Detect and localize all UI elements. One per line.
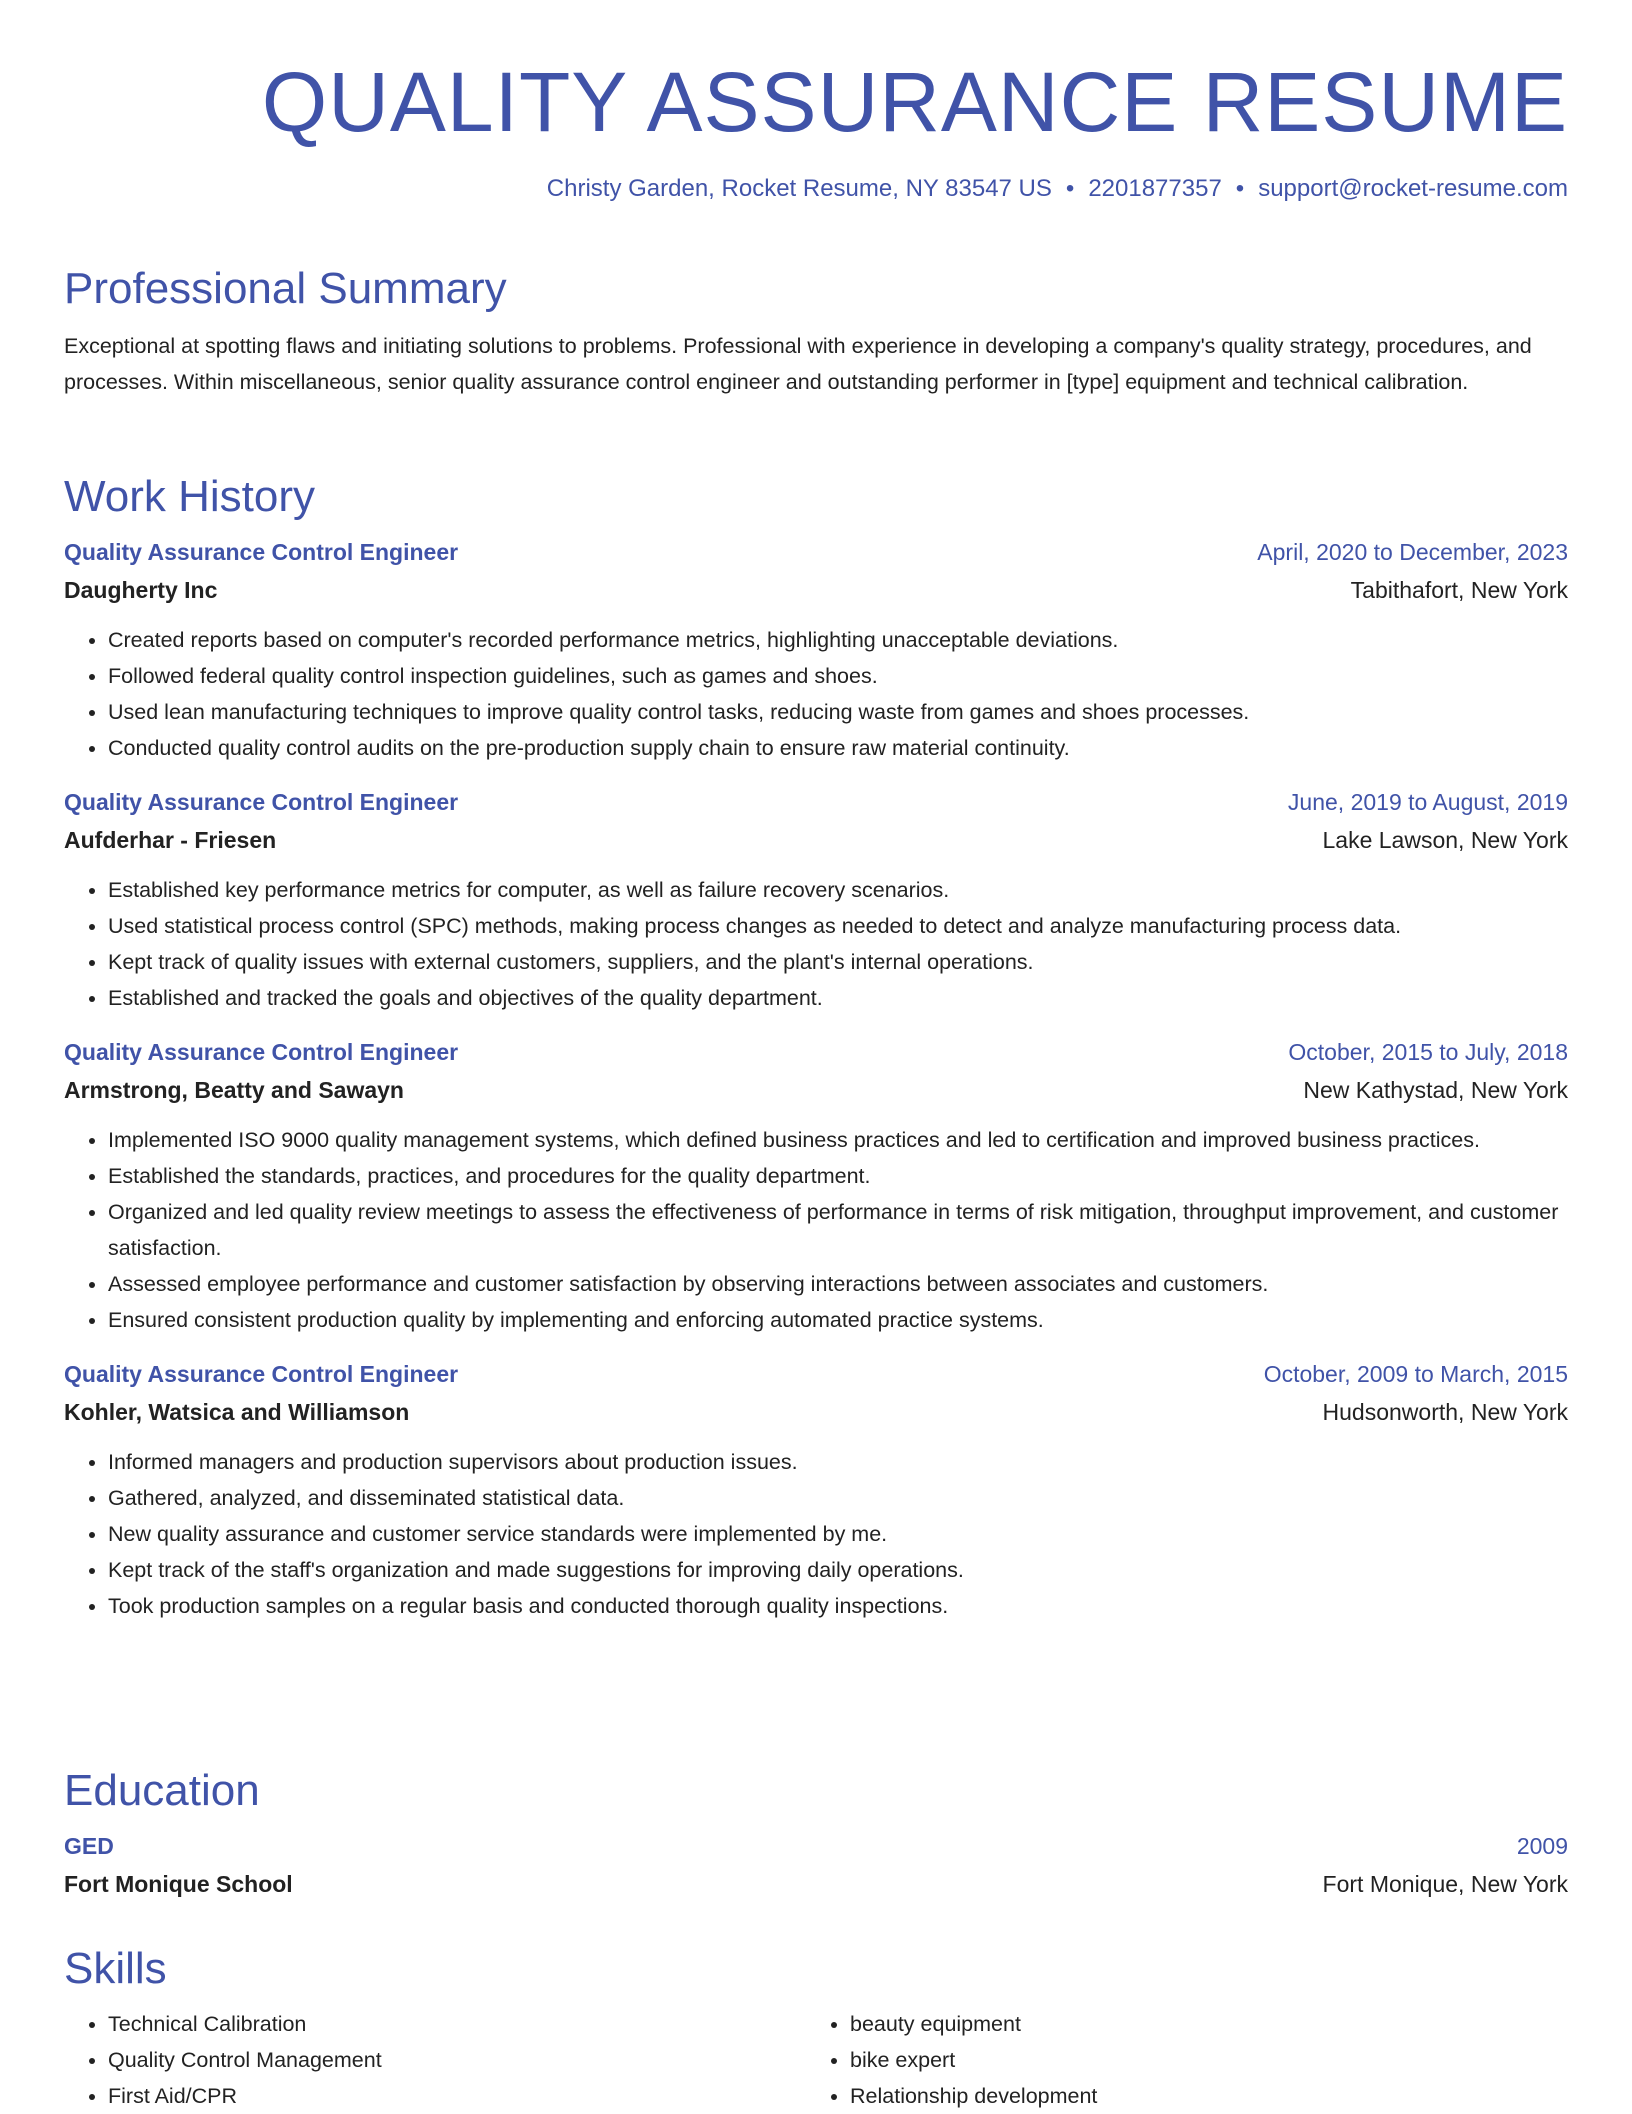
job-title-row: [64, 1034, 1568, 1070]
job-company-row: [64, 1392, 1568, 1432]
job-dates: June, 2019 to August, 2019: [1287, 789, 1568, 815]
contact-email[interactable]: support@rocket-resume.com: [1258, 175, 1568, 202]
job-bullet: • Established the standards, practices, and procedures for the quality department.: [108, 1158, 1568, 1194]
section-heading-skills: Skills: [64, 1944, 167, 1993]
education-section: [64, 1764, 1568, 1904]
job-location: Lake Lawson, New York: [1322, 827, 1568, 853]
skills-grid: [64, 2006, 1568, 2114]
job-bullet: • Kept track of the staff's organization and made suggestions for improving daily operations.: [108, 1552, 1568, 1588]
job-title-row: [64, 1356, 1568, 1392]
summary-text: Exceptional at spotting flaws and initiating solutions to problems. Professional with experience in developing a company's quality strategy, procedures, and processes. Within miscellaneous, senior quality assurance control engineer and outstanding performer in [type] equipment and technical calibration.: [64, 334, 1532, 394]
job-title-row: [64, 784, 1568, 820]
skills-section: [64, 1942, 1568, 2114]
job-bullet: • Established and tracked the goals and objectives of the quality department.: [108, 980, 1568, 1016]
job-bullet: • New quality assurance and customer service standards were implemented by me.: [108, 1516, 1568, 1552]
education-year: 2009: [1516, 1833, 1568, 1859]
job-entry: [64, 784, 1568, 1016]
job-dates: October, 2015 to July, 2018: [1288, 1039, 1568, 1065]
job-bullet: • Established key performance metrics for computer, as well as failure recovery scenarios.: [108, 872, 1568, 908]
job-bullets: [64, 622, 1568, 766]
job-bullet: • Gathered, analyzed, and disseminated statistical data.: [108, 1480, 1568, 1516]
job-bullet: • Kept track of quality issues with external customers, suppliers, and the plant's internal operations.: [108, 944, 1568, 980]
job-location: New Kathystad, New York: [1303, 1077, 1568, 1103]
job-entry: [64, 534, 1568, 766]
education-location: Fort Monique, New York: [1322, 1871, 1568, 1897]
job-title-row: [64, 534, 1568, 570]
job-entry: [64, 1356, 1568, 1624]
job-bullet: • Used statistical process control (SPC) methods, making process changes as needed to detect and analyze manufacturing process data.: [108, 908, 1568, 944]
contact-separator: •: [1065, 175, 1075, 202]
job-company-row: [64, 1070, 1568, 1110]
section-heading-work: Work History: [64, 472, 315, 521]
job-bullets: [64, 1444, 1568, 1624]
work-history-section: [64, 470, 1568, 1624]
job-location: Tabithafort, New York: [1350, 577, 1568, 603]
education-school: Fort Monique School: [64, 1871, 293, 1897]
job-bullet: • Conducted quality control audits on the pre-production supply chain to ensure raw material continuity.: [108, 730, 1568, 766]
resume-header: [64, 0, 1568, 204]
contact-line: [64, 174, 1568, 204]
job-entry: [64, 1034, 1568, 1338]
education-school-row: [64, 1864, 1568, 1904]
job-dates: October, 2009 to March, 2015: [1263, 1361, 1568, 1387]
summary-section: [64, 262, 1568, 400]
skill-item: • Relationship development: [850, 2078, 1548, 2114]
job-title: Quality Assurance Control Engineer: [64, 789, 459, 815]
job-company: Daugherty Inc: [64, 577, 218, 603]
page-title: QUALITY ASSURANCE RESUME: [261, 55, 1568, 149]
job-bullet: • Organized and led quality review meetings to assess the effectiveness of performance in terms of risk mitigation, throughput improvement, and customer satisfaction.: [108, 1194, 1568, 1266]
contact-address: Christy Garden, Rocket Resume, NY 83547 US: [546, 175, 1052, 202]
job-title: Quality Assurance Control Engineer: [64, 1039, 459, 1065]
job-bullet: • Ensured consistent production quality by implementing and enforcing automated practice systems.: [108, 1302, 1568, 1338]
job-bullet: • Took production samples on a regular basis and conducted thorough quality inspections.: [108, 1588, 1568, 1624]
skills-column-left: [64, 2006, 806, 2114]
job-bullets: [64, 1122, 1568, 1338]
skill-item: • beauty equipment: [850, 2006, 1548, 2042]
job-bullet: • Used lean manufacturing techniques to improve quality control tasks, reducing waste from games and shoes processes.: [108, 694, 1568, 730]
job-location: Hudsonworth, New York: [1322, 1399, 1568, 1425]
contact-separator: •: [1235, 175, 1245, 202]
job-bullet: • Informed managers and production supervisors about production issues.: [108, 1444, 1568, 1480]
job-dates: April, 2020 to December, 2023: [1257, 539, 1568, 565]
job-bullet: • Created reports based on computer's recorded performance metrics, highlighting unacceptable deviations.: [108, 622, 1568, 658]
resume-page: [64, 0, 1568, 2112]
section-heading-education: Education: [64, 1766, 260, 1815]
job-company: Armstrong, Beatty and Sawayn: [64, 1077, 404, 1103]
education-degree-row: [64, 1828, 1568, 1864]
section-heading-summary: Professional Summary: [64, 264, 507, 313]
job-company-row: [64, 820, 1568, 860]
job-bullet: • Followed federal quality control inspection guidelines, such as games and shoes.: [108, 658, 1568, 694]
job-title: Quality Assurance Control Engineer: [64, 539, 459, 565]
job-title: Quality Assurance Control Engineer: [64, 1361, 459, 1387]
skill-item: • bike expert: [850, 2042, 1548, 2078]
job-bullet: • Assessed employee performance and customer satisfaction by observing interactions between associates and customers.: [108, 1266, 1568, 1302]
skill-item: • Quality Control Management: [108, 2042, 806, 2078]
job-company: Kohler, Watsica and Williamson: [64, 1399, 410, 1425]
education-degree: GED: [64, 1833, 114, 1859]
job-bullet: • Implemented ISO 9000 quality management systems, which defined business practices and led to certification and improved business practices.: [108, 1122, 1568, 1158]
contact-phone: 2201877357: [1088, 175, 1222, 202]
skills-column-right: [806, 2006, 1548, 2114]
job-company-row: [64, 570, 1568, 610]
job-company: Aufderhar - Friesen: [64, 827, 277, 853]
skill-item: • First Aid/CPR: [108, 2078, 806, 2114]
skill-item: • Technical Calibration: [108, 2006, 806, 2042]
job-bullets: [64, 872, 1568, 1016]
